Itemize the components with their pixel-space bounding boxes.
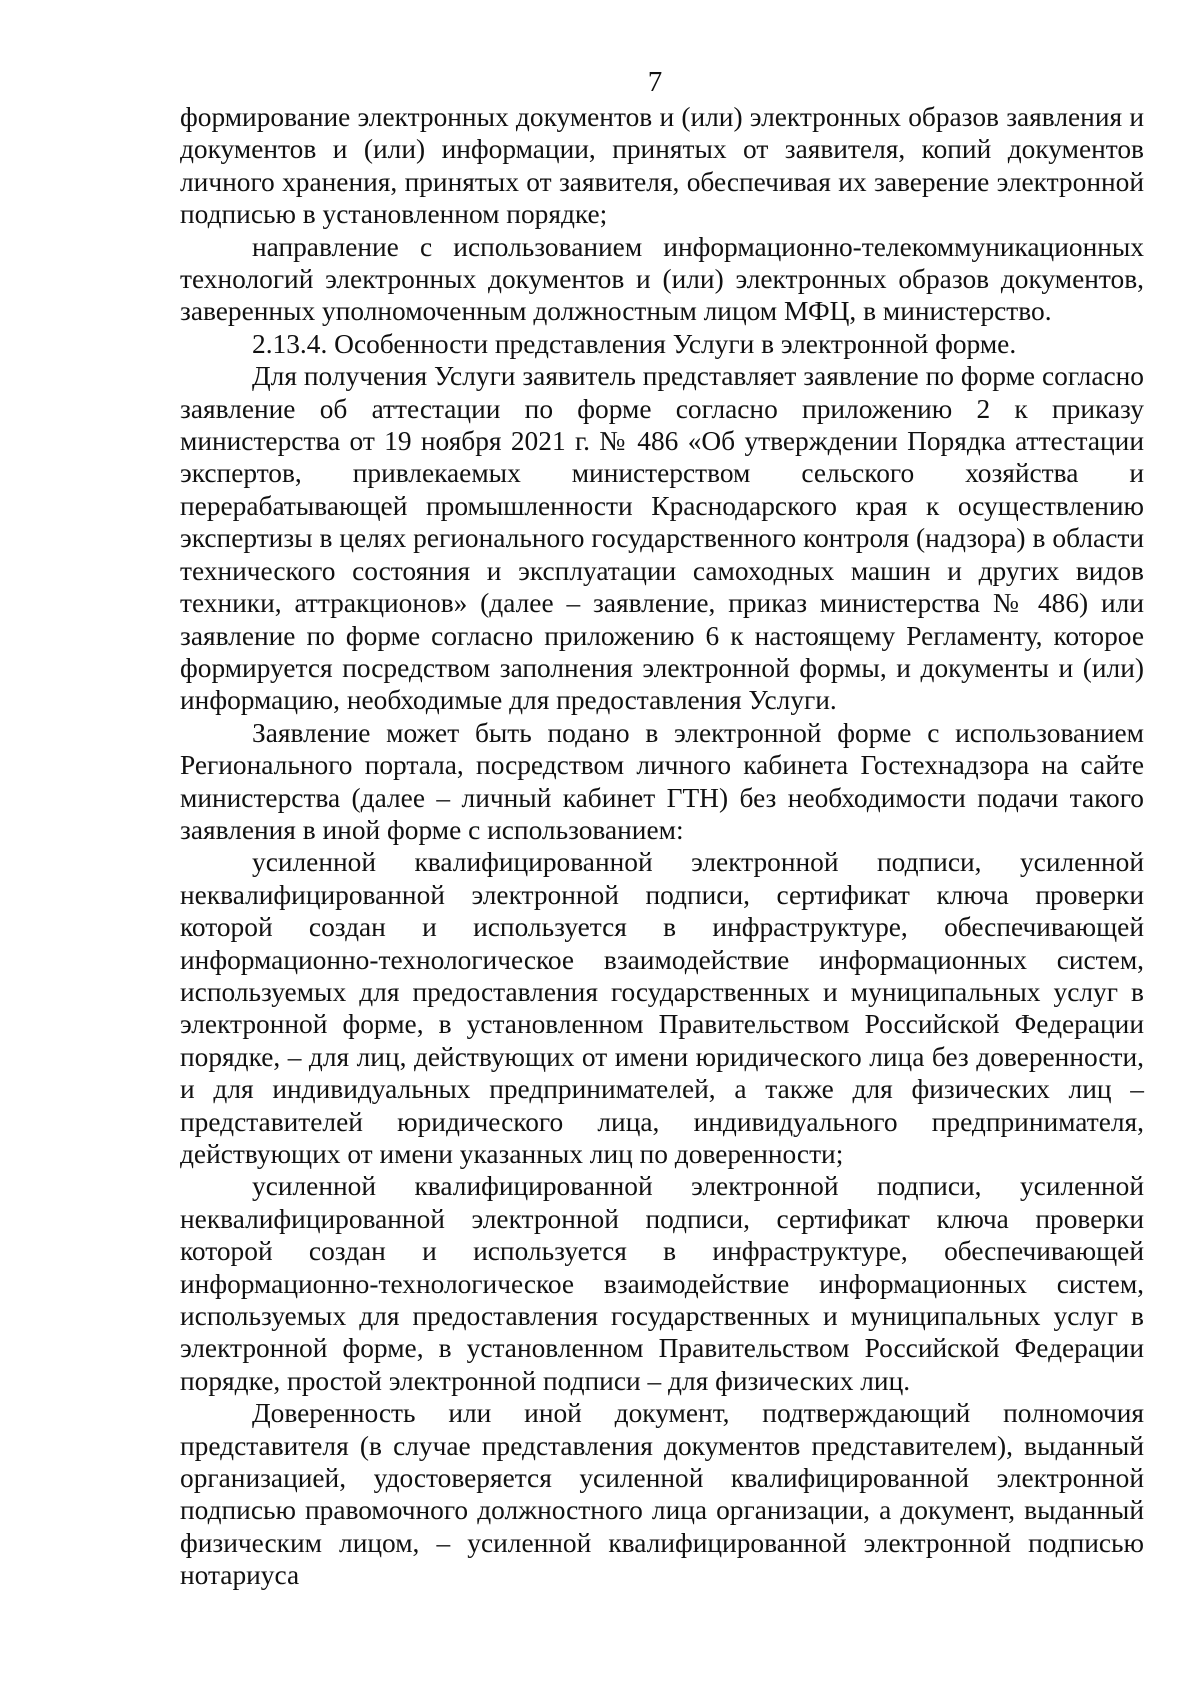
paragraph-power-of-attorney: Доверенность или иной документ, подтверждающий полномочия представителя (в случае представления документов представителем), выданный организацией, удостоверяется усиленной квалифицированной электронной подписью правомочного должностного лица организации, а документ, выданный физическим лицом, – усиленной квалифицированной электронной подписью нотариуса: [180, 1398, 1144, 1591]
paragraph-mfc-forming-documents: формирование электронных документов и (или) электронных образов заявления и документов и (или) информации, принятых от заявителя, копий документов личного хранения, принятых от заявителя, обеспечивая их заверение электронной подписью в установленном порядке;: [180, 102, 1144, 230]
list-item-legal-entities-signature: усиленной квалифицированной электронной подписи, усиленной неквалифицированной электронной подписи, сертификат ключа проверки которой создан и используется в инфраструктуре, обеспечивающей информационно-технологическое взаимодействие информационных систем, используемых для предоставления государственных и муниципальных услуг в электронной форме, в установленном Правительством Российской Федерации порядке, – для лиц, действующих от имени юридического лица без доверенности, и для индивидуальных предпринимателей, а также для физических лиц – представителей юридического лица, индивидуального предпринимателя, действующих от имени указанных лиц по доверенности;: [180, 847, 1144, 1169]
paragraph-mfc-sending-documents: направление с использованием информационно-телекоммуникационных технологий электронных документов и (или) электронных образов документов, заверенных уполномоченным должностным лицом МФЦ, в министерство.: [180, 231, 1144, 327]
paragraph-application-form: Для получения Услуги заявитель представляет заявление по форме согласно заявление об аттестации по форме согласно приложению 2 к приказу министерства от 19 ноября 2021 г. № 486 «Об утверждении Порядка аттестации экспертов, привлекаемых министерством сельского хозяйства и перерабатывающей промышленности Краснодарского края к осуществлению экспертизы в целях регионального государственного контроля (надзора) в области технического состояния и эксплуатации самоходных машин и других видов техники, аттракционов» (далее – заявление, приказ министерства № 486) или заявление по форме согласно приложению 6 к настоящему Регламенту, которое формируется посредством заполнения электронной формы, и документы и (или) информацию, необходимые для предоставления Услуги.: [180, 361, 1144, 716]
paragraph-electronic-submission: Заявление может быть подано в электронной форме с использованием Регионального портала, посредством личного кабинета Гостехнадзора на сайте министерства (далее – личный кабинет ГТН) без необходимости подачи такого заявления в иной форме с использованием:: [180, 717, 1144, 845]
section-heading-2-13-4: 2.13.4. Особенности представления Услуги в электронной форме.: [252, 328, 1017, 359]
list-item-individuals-signature: усиленной квалифицированной электронной подписи, усиленной неквалифицированной электронной подписи, сертификат ключа проверки которой создан и используется в инфраструктуре, обеспечивающей информационно-технологическое взаимодействие информационных систем, используемых для предоставления государственных и муниципальных услуг в электронной форме, в установленном Правительством Российской Федерации порядке, простой электронной подписи – для физических лиц.: [180, 1171, 1144, 1396]
page-number: 7: [647, 66, 663, 98]
document-body: [180, 101, 1144, 1592]
